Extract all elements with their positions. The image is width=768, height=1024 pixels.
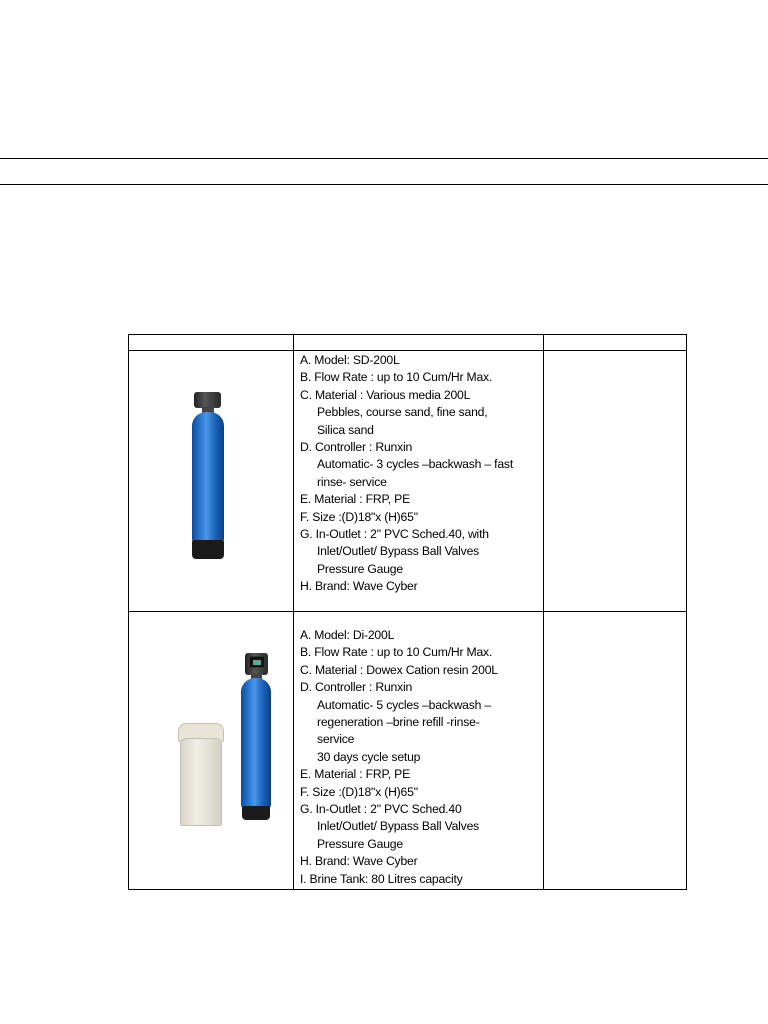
controller-display — [249, 656, 265, 668]
spec-media-detail: Pebbles, course sand, fine sand, — [317, 405, 488, 420]
spec-automatic: Automatic- 3 cycles –backwash – fast — [317, 457, 514, 472]
spec-cycle-setup: 30 days cycle setup — [317, 749, 421, 764]
spec-automatic: rinse- service — [317, 474, 387, 489]
spec-valves: Inlet/Outlet/ Bypass Ball Valves — [317, 819, 480, 834]
extra-cell — [544, 351, 687, 612]
extra-cell — [544, 612, 687, 890]
spec-in-outlet: G. In-Outlet : 2" PVC Sched.40 — [300, 802, 462, 817]
spec-cell — [294, 612, 544, 890]
spec-material: E. Material : FRP, PE — [300, 492, 411, 507]
spec-model: A. Model: SD-200L — [300, 353, 400, 367]
spec-automatic: service — [317, 732, 355, 747]
tank-base — [192, 540, 224, 559]
spec-flow-rate: B. Flow Rate : up to 10 Cum/Hr Max. — [300, 645, 493, 660]
spec-automatic: Automatic- 5 cycles –backwash – — [317, 697, 491, 712]
spec-model: A. Model: Di-200L — [300, 628, 395, 642]
spec-brine-tank: I. Brine Tank: 80 Litres capacity — [300, 871, 463, 886]
header-rule-bottom — [0, 184, 768, 185]
spec-brand: H. Brand: Wave Cyber — [300, 854, 418, 869]
spec-material-media: C. Material : Various media 200L — [300, 387, 471, 402]
spec-gauge: Pressure Gauge — [317, 836, 403, 851]
spec-size: F. Size :(D)18"x (H)65" — [300, 784, 418, 799]
spec-controller: D. Controller : Runxin — [300, 440, 413, 455]
spec-gauge: Pressure Gauge — [317, 561, 403, 576]
spec-material-media: C. Material : Dowex Cation resin 200L — [300, 662, 498, 677]
table-header-row — [129, 335, 687, 351]
blue-frp-tank — [192, 412, 224, 542]
header-cell-extra — [544, 335, 687, 351]
table-row — [129, 351, 687, 612]
spec-material: E. Material : FRP, PE — [300, 767, 411, 782]
table-row — [129, 612, 687, 890]
product-spec-table — [128, 334, 687, 890]
spec-flow-rate: B. Flow Rate : up to 10 Cum/Hr Max. — [300, 370, 493, 385]
product-image-cell — [129, 351, 294, 612]
control-valve-head — [194, 392, 221, 408]
header-cell-image — [129, 335, 294, 351]
brine-tank — [180, 738, 222, 826]
spec-brand: H. Brand: Wave Cyber — [300, 579, 418, 594]
spec-media-detail: Silica sand — [317, 422, 374, 437]
header-cell-spec — [294, 335, 544, 351]
spec-automatic: regeneration –brine refill -rinse- — [317, 715, 480, 730]
blue-frp-tank — [241, 678, 271, 808]
product-image-cell — [129, 612, 294, 890]
spec-cell — [294, 351, 544, 612]
spec-size: F. Size :(D)18"x (H)65" — [300, 509, 418, 524]
tank-base — [242, 806, 270, 820]
spec-controller: D. Controller : Runxin — [300, 680, 413, 695]
spec-valves: Inlet/Outlet/ Bypass Ball Valves — [317, 544, 480, 559]
header-rule-top — [0, 158, 768, 159]
spec-in-outlet: G. In-Outlet : 2" PVC Sched.40, with — [300, 527, 489, 542]
